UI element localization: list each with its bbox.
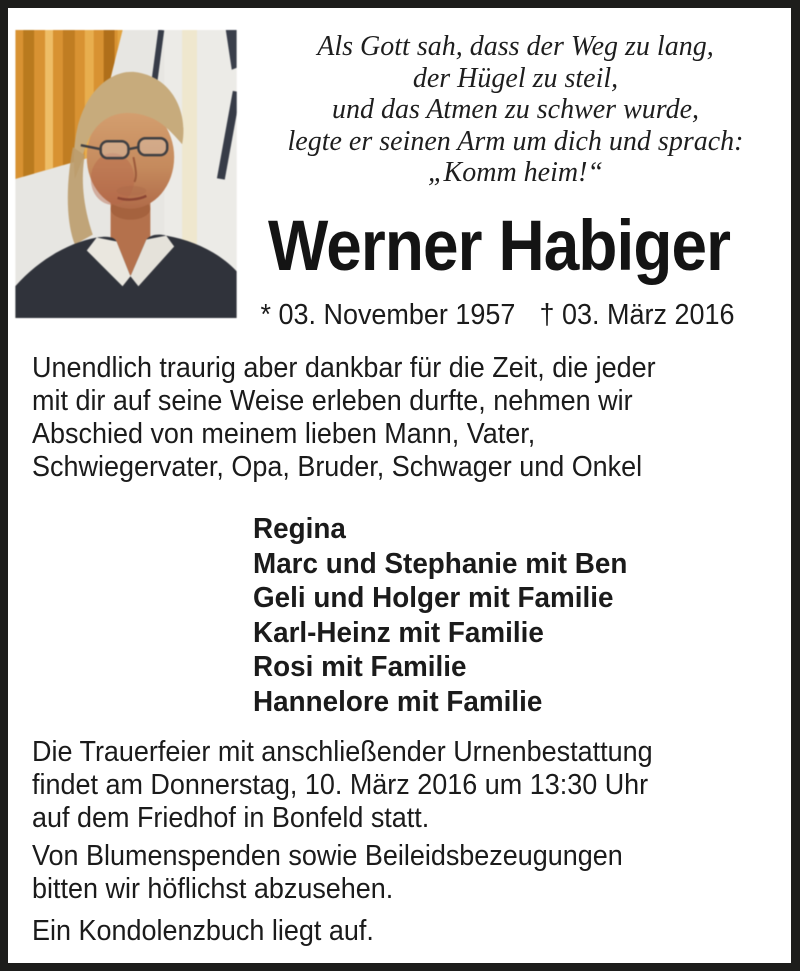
mourners-list <box>253 512 627 719</box>
mourner-name: Rosi mit Familie <box>253 651 467 683</box>
announcement-text <box>32 352 656 484</box>
flowers-note-line: bitten wir höflichst abzusehen. <box>32 873 394 905</box>
funeral-info-line: auf dem Friedhof in Bonfeld statt. <box>32 802 430 834</box>
poem-line: legte er seinen Arm um dich und sprach: <box>287 125 744 157</box>
funeral-info-line: Die Trauerfeier mit anschließender Urnenbestattung <box>32 736 653 768</box>
death-date: † 03. März 2016 <box>539 299 735 331</box>
mourner-name: Marc und Stephanie mit Ben <box>253 547 628 580</box>
poem-line: Als Gott sah, dass der Weg zu lang, <box>317 31 714 62</box>
flowers-note <box>32 840 623 906</box>
mourner-name: Hannelore mit Familie <box>253 685 543 718</box>
mourner-name: Karl-Heinz mit Familie <box>253 616 544 649</box>
funeral-info <box>32 736 653 835</box>
mourner-name: Geli und Holger mit Familie <box>253 582 614 614</box>
mourner-name: Regina <box>253 513 346 545</box>
birth-date: * 03. November 1957 <box>260 299 516 331</box>
condolence-note: Ein Kondolenzbuch liegt auf. <box>32 915 374 947</box>
poem-line: und das Atmen zu schwer wurde, <box>331 94 700 125</box>
poem-line: „Komm heim!“ <box>427 157 603 188</box>
portrait-photo-image <box>15 30 237 318</box>
poem-line: der Hügel zu steil, <box>412 62 619 94</box>
announcement-line: Unendlich traurig aber dankbar für die Zeit, die jeder <box>32 352 656 384</box>
flowers-note-line: Von Blumenspenden sowie Beileidsbezeugungen <box>32 840 623 872</box>
deceased-name: Werner Habiger <box>268 207 731 286</box>
announcement-line: Abschied von meinem lieben Mann, Vater, <box>32 418 536 450</box>
life-dates <box>260 299 735 332</box>
funeral-info-line: findet am Donnerstag, 10. März 2016 um 13:30 Uhr <box>32 769 649 801</box>
announcement-line: Schwiegervater, Opa, Bruder, Schwager und Onkel <box>32 451 643 483</box>
memorial-poem <box>243 31 788 189</box>
portrait-photo <box>15 30 237 318</box>
announcement-line: mit dir auf seine Weise erleben durfte, nehmen wir <box>32 385 633 417</box>
